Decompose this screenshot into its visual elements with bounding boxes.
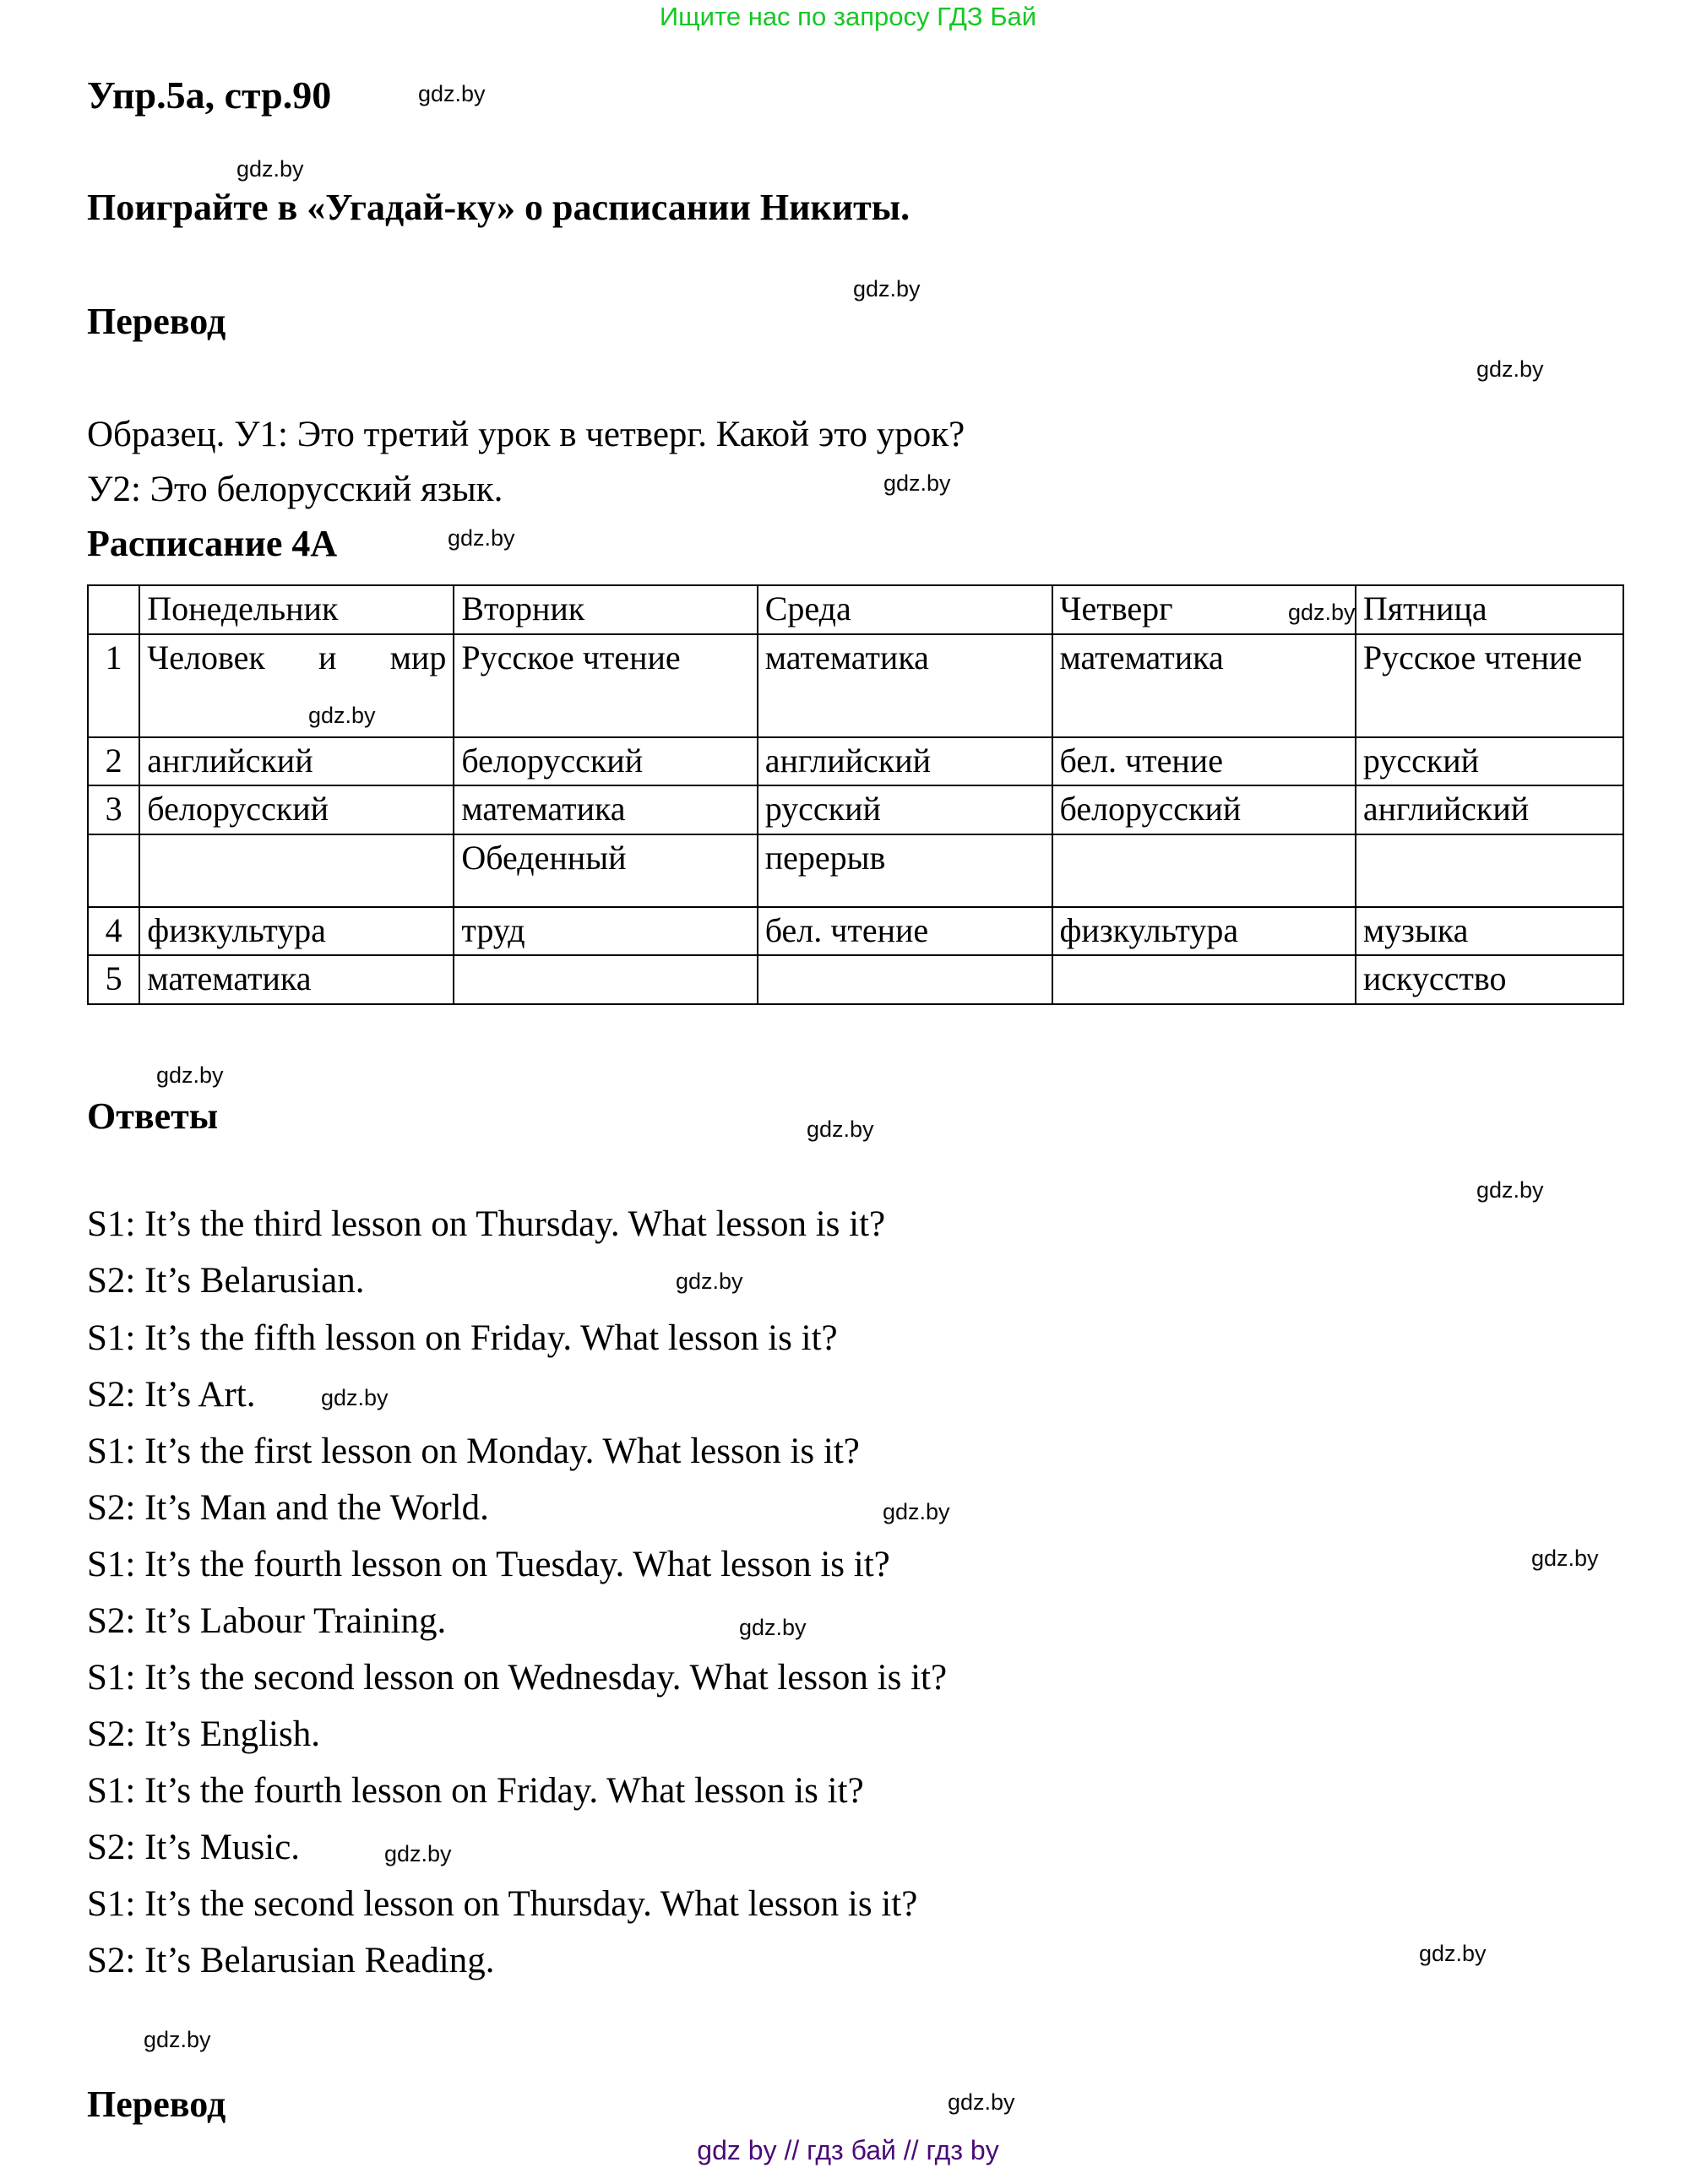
watermark-label: gdz.by xyxy=(1476,356,1544,382)
watermark-label: gdz.by xyxy=(384,1841,452,1866)
dialogue-line: S2: It’s Art. xyxy=(87,1375,256,1415)
watermark-label: gdz.by xyxy=(676,1269,743,1294)
translation-heading-bottom: Перевод xyxy=(87,2083,226,2125)
lesson-cell: Русское чтение xyxy=(454,634,757,737)
watermark-label: gdz.by xyxy=(1531,1546,1599,1571)
table-header-cell-wednesday: Среда xyxy=(758,585,1052,634)
watermark-label: gdz.by xyxy=(156,1062,224,1088)
watermark-label: gdz.by xyxy=(1419,1941,1487,1966)
lunch-cell xyxy=(139,834,454,907)
dialogue-line: S2: It’s Man and the World. xyxy=(87,1488,489,1528)
lesson-cell: физкультура xyxy=(139,907,454,956)
table-header-cell-index xyxy=(88,585,139,634)
lesson-cell xyxy=(758,955,1052,1004)
table-header-cell-monday: Понедельник xyxy=(139,585,454,634)
lesson-number: 4 xyxy=(88,907,139,956)
watermark-label: gdz.by xyxy=(739,1615,807,1640)
table-header-row xyxy=(88,585,1623,634)
lunch-cell: перерыв xyxy=(758,834,1052,907)
lunch-cell: Обеденный xyxy=(454,834,757,907)
watermark-label: gdz.by xyxy=(948,2089,1015,2115)
watermark-label: gdz.by xyxy=(853,276,921,302)
watermark-label: gdz.by xyxy=(1288,600,1356,625)
lesson-cell: математика xyxy=(758,634,1052,737)
watermark-label: gdz.by xyxy=(448,525,515,551)
table-row-lunch-break xyxy=(88,834,1623,907)
lesson-number: 3 xyxy=(88,785,139,834)
lunch-cell xyxy=(1052,834,1356,907)
sample-dialogue-line-1: Образец. У1: Это третий урок в четверг. Какой это урок? xyxy=(87,415,965,454)
task-instruction-heading: Поиграйте в «Угадай-ку» о расписании Никиты. xyxy=(87,187,911,228)
lesson-number: 1 xyxy=(88,634,139,737)
lesson-cell: белорусский xyxy=(139,785,454,834)
schedule-table xyxy=(87,584,1624,1005)
dialogue-line: S2: It’s English. xyxy=(87,1714,320,1754)
site-footer-links: gdz by // гдз бай // гдз by xyxy=(697,2135,999,2165)
lesson-cell: труд xyxy=(454,907,757,956)
lesson-cell: английский xyxy=(1356,785,1623,834)
lesson-cell: белорусский xyxy=(454,737,757,786)
watermark-label: gdz.by xyxy=(883,470,951,496)
dialogue-line: S2: It’s Belarusian Reading. xyxy=(87,1941,495,1980)
dialogue-line: S2: It’s Music. xyxy=(87,1828,301,1867)
watermark-label: gdz.by xyxy=(883,1499,950,1524)
table-row xyxy=(88,955,1623,1004)
translation-heading-top: Перевод xyxy=(87,301,226,342)
table-header-cell-friday: Пятница xyxy=(1356,585,1623,634)
lesson-cell: белорусский xyxy=(1052,785,1356,834)
table-row xyxy=(88,785,1623,834)
lesson-cell: Русское чтение xyxy=(1356,634,1623,737)
table-row xyxy=(88,907,1623,956)
lesson-number: 5 xyxy=(88,955,139,1004)
watermark-label: gdz.by xyxy=(144,2027,211,2052)
table-header-cell-thursday: Четверг xyxy=(1052,585,1356,634)
lesson-cell xyxy=(1052,955,1356,1004)
dialogue-line: S1: It’s the second lesson on Thursday. What lesson is it? xyxy=(87,1884,918,1924)
lesson-cell: русский xyxy=(758,785,1052,834)
lesson-cell: русский xyxy=(1356,737,1623,786)
dialogue-line: S1: It’s the fourth lesson on Tuesday. What lesson is it? xyxy=(87,1545,890,1584)
schedule-heading: Расписание 4А xyxy=(87,523,338,564)
lesson-cell: английский xyxy=(758,737,1052,786)
dialogue-line: S1: It’s the fourth lesson on Friday. What lesson is it? xyxy=(87,1771,864,1811)
answers-heading: Ответы xyxy=(87,1095,219,1137)
lesson-cell: искусство xyxy=(1356,955,1623,1004)
watermark-label: gdz.by xyxy=(308,703,376,728)
dialogue-line: S1: It’s the third lesson on Thursday. What lesson is it? xyxy=(87,1204,886,1244)
lesson-number xyxy=(88,834,139,907)
table-row xyxy=(88,737,1623,786)
dialogue-line: S2: It’s Labour Training. xyxy=(87,1601,447,1641)
lesson-cell: математика xyxy=(139,955,454,1004)
lesson-cell: Человек и мир xyxy=(139,634,454,737)
dialogue-line: S1: It’s the fifth lesson on Friday. What lesson is it? xyxy=(87,1318,838,1358)
lesson-cell: физкультура xyxy=(1052,907,1356,956)
watermark-label: gdz.by xyxy=(321,1385,389,1410)
dialogue-line: S1: It’s the first lesson on Monday. What lesson is it? xyxy=(87,1432,860,1471)
lesson-cell: математика xyxy=(1052,634,1356,737)
site-promo-banner: Ищите нас по запросу ГДЗ Бай xyxy=(659,2,1037,31)
watermark-label: gdz.by xyxy=(807,1116,874,1142)
lesson-cell xyxy=(454,955,757,1004)
lesson-cell: музыка xyxy=(1356,907,1623,956)
dialogue-line: S1: It’s the second lesson on Wednesday. What lesson is it? xyxy=(87,1658,948,1698)
lesson-cell: английский xyxy=(139,737,454,786)
sample-dialogue-line-2: У2: Это белорусский язык. xyxy=(87,470,503,509)
lesson-cell: математика xyxy=(454,785,757,834)
watermark-label: gdz.by xyxy=(418,81,486,106)
dialogue-line: S2: It’s Belarusian. xyxy=(87,1261,365,1301)
watermark-label: gdz.by xyxy=(1476,1177,1544,1203)
lesson-cell: бел. чтение xyxy=(1052,737,1356,786)
exercise-heading: Упр.5а, стр.90 xyxy=(87,73,332,117)
lesson-number: 2 xyxy=(88,737,139,786)
table-header-cell-tuesday: Вторник xyxy=(454,585,757,634)
watermark-label: gdz.by xyxy=(236,156,304,182)
lesson-cell: бел. чтение xyxy=(758,907,1052,956)
lunch-cell xyxy=(1356,834,1623,907)
